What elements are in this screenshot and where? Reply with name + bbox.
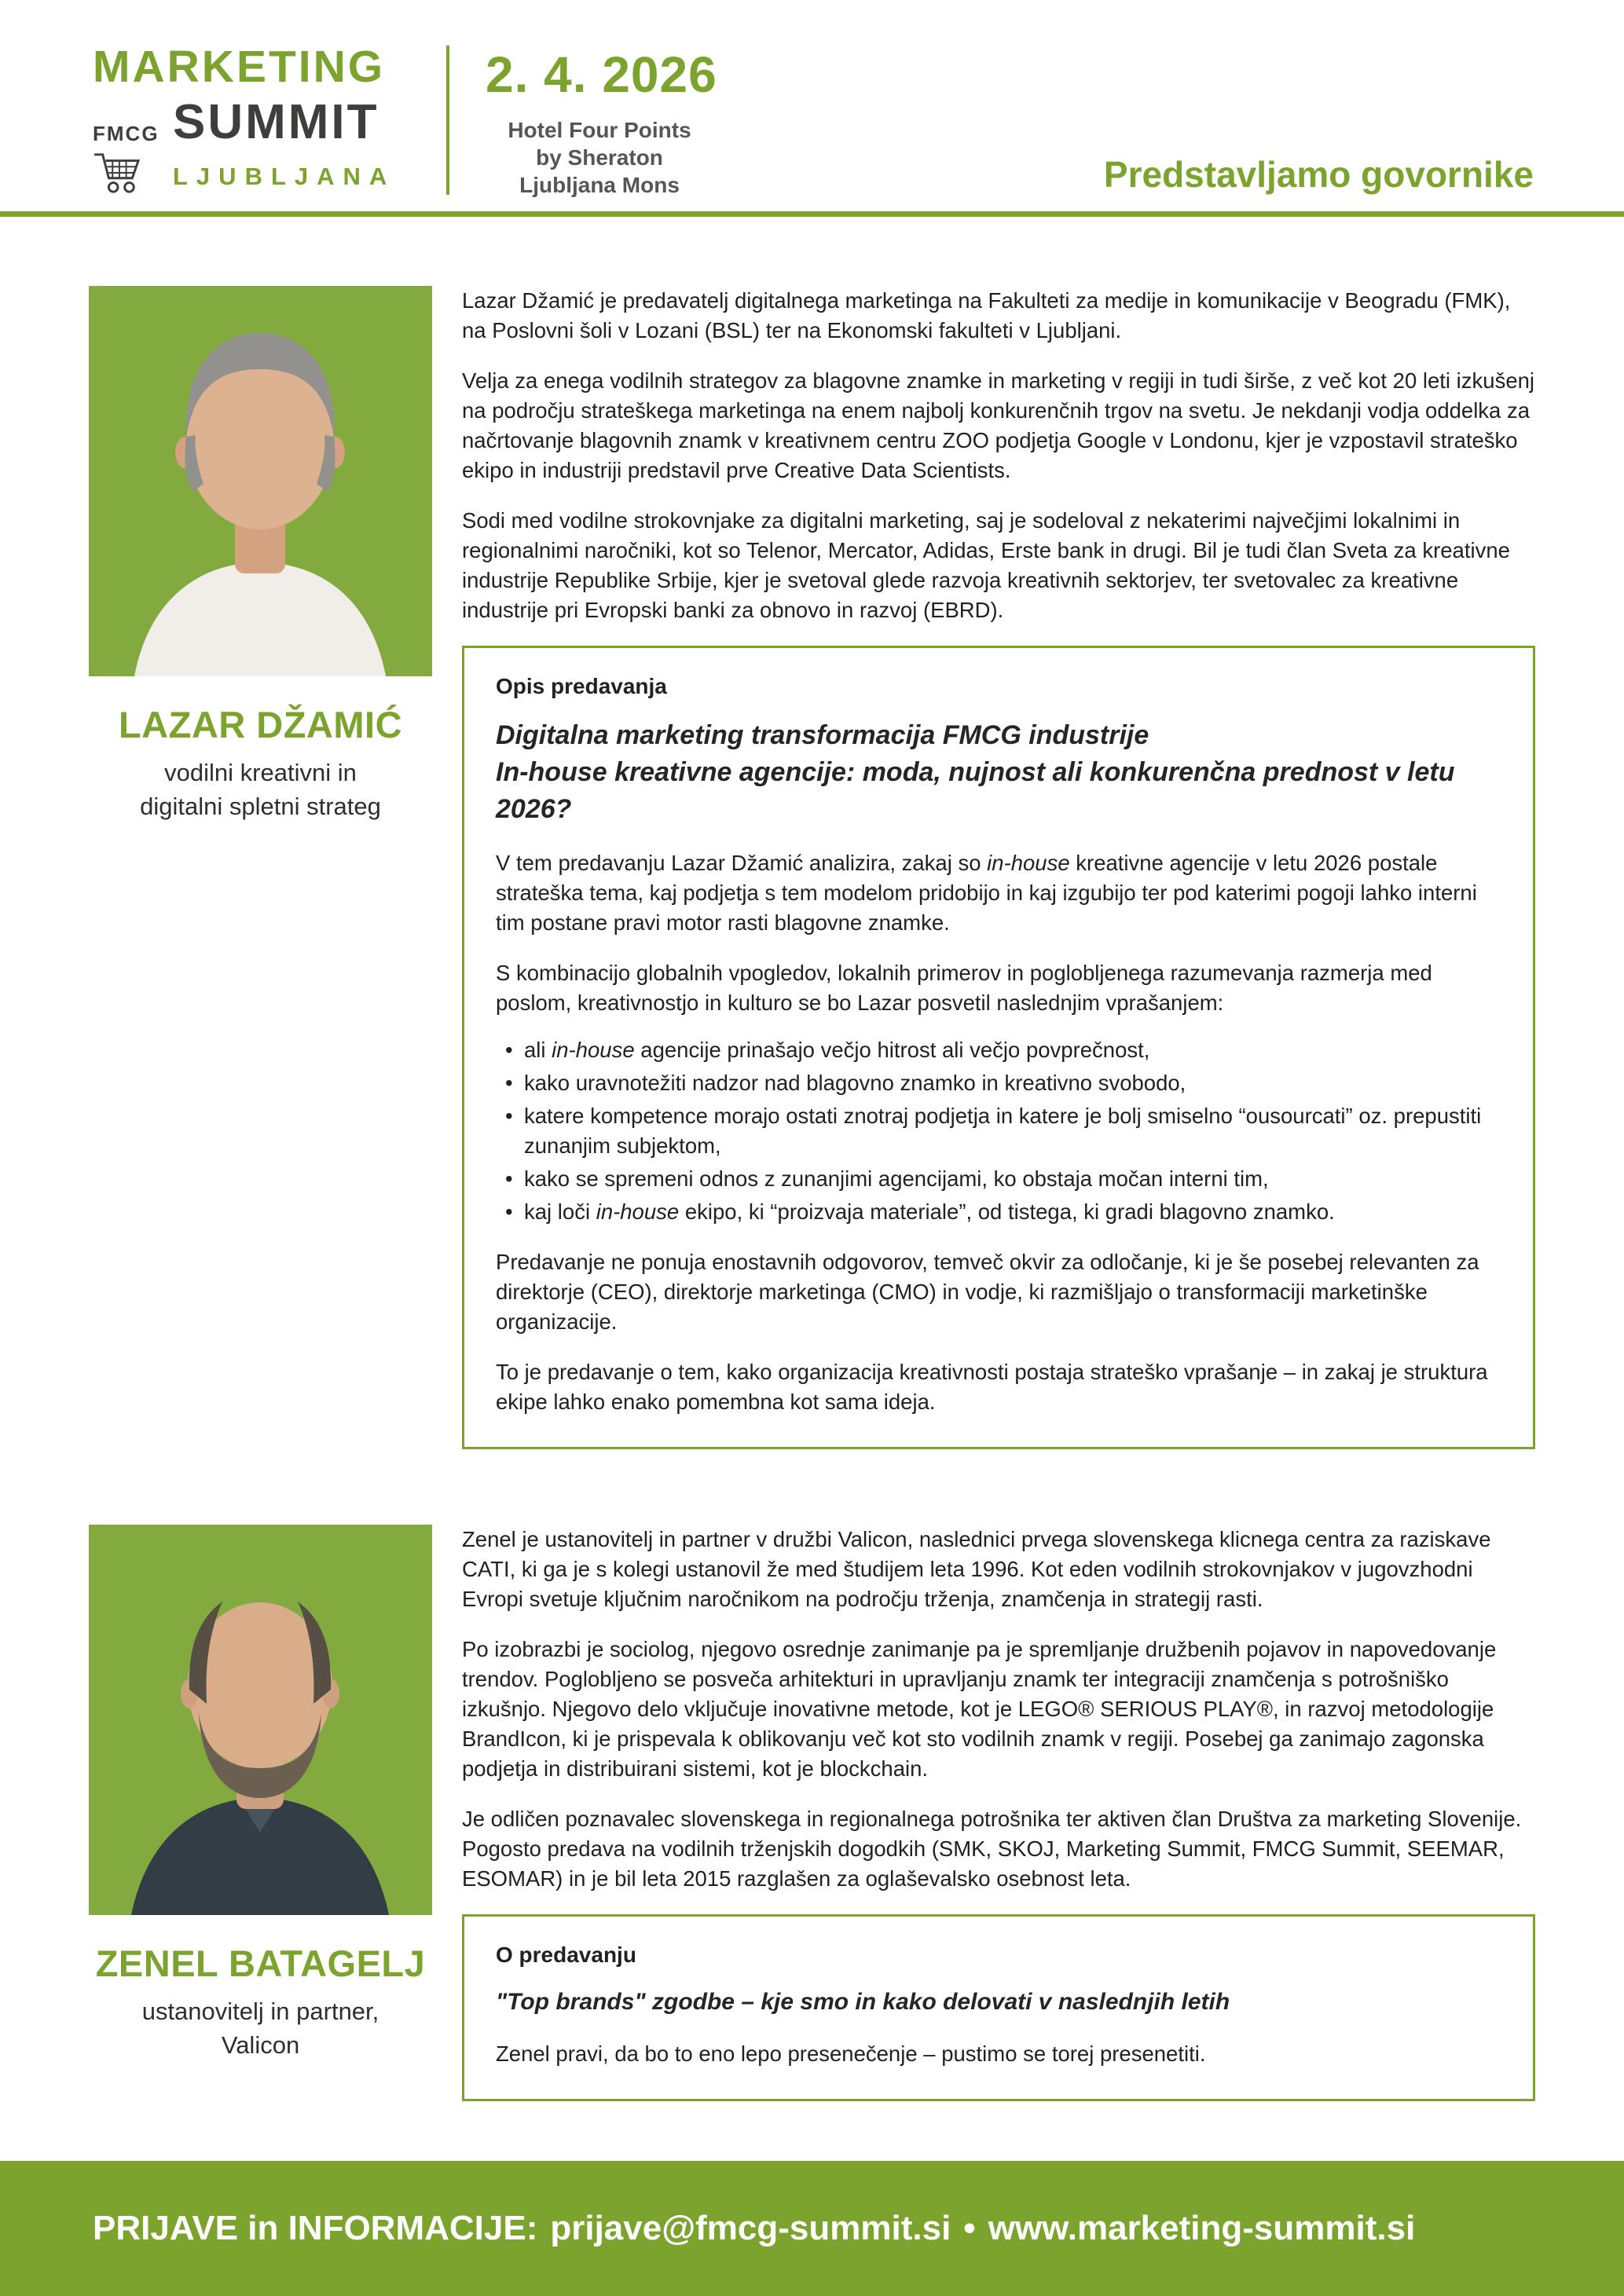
talk-bullet: • kako uravnotežiti nadzor nad blagovno znamko in kreativno svobodo, [524,1068,1501,1098]
talk-label: Opis predavanja [496,674,667,698]
talk-label: O predavanju [496,1943,636,1967]
event-date: 2. 4. 2026 [486,46,717,103]
footer-separator: • [963,2209,976,2247]
speaker-1-left-column [89,286,432,1449]
speaker-2-name: ZENEL BATAGELJ [95,1943,426,1984]
venue-line-1: Hotel Four Points [508,118,691,142]
speaker-section-lazar [89,286,1535,1449]
portrait-lazar-dzamic [89,286,432,676]
talk-bullet: • katere kompetence morajo ostati znotraj podjetja in katere je bolj smiselno “ousourcati” oz. prepustiti zunanjim subjektom, [524,1101,1501,1161]
portrait-zenel-batagelj [89,1525,432,1915]
speaker-1-name: LAZAR DŽAMIĆ [118,704,403,745]
bio-paragraph: Lazar Džamić je predavatelj digitalnega marketinga na Fakulteti za medije in komunikacije v Beogradu (FMK), na Poslovni šoli v Lozani (BSL) ter na Ekonomski fakulteti v Ljubljani. [462,288,1511,342]
talk-paragraph: Predavanje ne ponuja enostavnih odgovorov, temveč okvir za odločanje, ki je še posebej relevanten za direktorje (CEO), direktorje marketinga (CMO) in vodje, ki razmišljajo o transformaciji marketinške organizacije. [496,1250,1479,1334]
logo-word-marketing: MARKETING [93,42,386,92]
speaker-1-role [89,756,432,823]
speaker-2-right-column [462,1525,1535,2101]
event-meta [486,41,717,199]
talk-title-line-1: Digitalna marketing transformacija FMCG industrije [496,720,1149,750]
footer-email-link[interactable]: prijave@fmcg-summit.si [550,2209,951,2247]
logo-word-summit: SUMMIT [173,95,379,149]
header-vertical-divider [446,46,449,195]
footer-bar [0,2161,1624,2296]
talk-paragraph: V tem predavanju Lazar Džamić analizira, zakaj so in-house kreativne agencije v letu 2026 postale strateška tema, kaj podjetja s tem modelom pridobijo in kaj izgubijo ter pod katerimi pogoji lahko interni tim postane pravi motor rasti blagovne znamke. [496,851,1477,935]
logo-word-ljubljana: LJUBLJANA [173,162,396,190]
speaker-1-role-line-2: digitalni spletni strateg [140,793,381,820]
footer-website-link[interactable]: www.marketing-summit.si [988,2209,1416,2247]
speaker-2-role-line-1: ustanovitelj in partner, [141,1998,379,2025]
talk-title-line-1: "Top brands" zgodbe – kje smo in kako delovati v naslednjih letih [496,1989,1230,2015]
talk-bullet: • kako se spremeni odnos z zunanjimi agencijami, ko obstaja močan interni tim, [524,1164,1501,1194]
page-title: Predstavljamo govornike [1103,154,1534,195]
main-content [0,286,1624,2101]
speaker-1-right-column [462,286,1535,1449]
talk-bullet: • kaj loči in-house ekipo, ki “proizvaja materiale”, od tistega, ki gradi blagovno znamko. [524,1197,1501,1227]
bio-paragraph: Velja za enega vodilnih strategov za blagovne znamke in marketing v regiji in tudi širše, z več kot 20 leti izkušenj na področju strateškega marketinga na enem najbolj konkurenčnih trgov na svetu. Je nekdanji vodja oddelka za načrtovanje blagovnih znamk v kreativnem centru ZOO podjetja Google v Londonu, kjer je vzpostavil strateško ekipo in industriji predstavil prve Creative Data Scientists. [462,368,1535,482]
talk-paragraph: S kombinacijo globalnih vpogledov, lokalnih primerov in poglobljenega razumevanja razmerja med poslom, kreativnostjo in kulturo se bo Lazar posvetil naslednjim vprašanjem: [496,961,1432,1015]
speaker-2-role [89,1994,432,2062]
shopping-cart-icon [93,146,165,199]
header [0,0,1624,199]
summit-logo [93,41,415,199]
talk-bullet: • ali in-house agencije prinašajo večjo hitrost ali večjo povprečnost, [524,1035,1501,1065]
talk-title [496,717,1501,828]
speaker-2-left-column [89,1525,432,2101]
venue-line-3: Ljubljana Mons [519,173,680,197]
speaker-1-bio [462,286,1535,625]
talk-paragraph: Zenel pravi, da bo to eno lepo presenečenje – pustimo se torej presenetiti. [496,2041,1206,2066]
event-venue [486,116,713,199]
talk-box-lazar [462,646,1535,1449]
speaker-2-role-line-2: Valicon [221,2031,300,2059]
speaker-2-bio [462,1525,1535,1894]
bio-paragraph: Po izobrazbi je sociolog, njegovo osrednje zanimanje pa je spremljanje družbenih pojavov in napovedovanje trendov. Poglobljeno se posveča arhitekturi in upravljanju znamk ter integraciji znamčenja s potrošniško izkušnjo. Njegovo delo vključuje inovativne metode, kot je LEGO® SERIOUS PLAY®, in razvoj metodologije BrandIcon, ki je prispevala k oblikovanju več kot sto vodilnih znamk v regiji. Posebej ga zanimajo zagonska podjetja in distribuirani sistemi, kot je blockchain. [462,1637,1497,1781]
speaker-section-zenel [89,1525,1535,2101]
talk-box-zenel [462,1914,1535,2101]
bio-paragraph: Zenel je ustanovitelj in partner v družbi Valicon, naslednici prvega slovenskega klicnega centra za raziskave CATI, ki ga je s kolegi ustanovil že med študijem leta 1996. Kot eden vodilnih strokovnjakov v jugovzhodni Evropi svetuje ključnim naročnikom na področju trženja, znamčenja in strategij rasti. [462,1527,1491,1611]
bio-paragraph: Je odličen poznavalec slovenskega in regionalnega potrošnika ter aktiven član Društva za marketing Slovenije. Pogosto predava na vodilnih trženjskih dogodkih (SMK, SKOJ, Marketing Summit, FMCG Summit, SEEMAR, ESOMAR) in je bil leta 2015 razglašen za oglaševalsko osebnost leta. [462,1807,1522,1891]
logo-grid [93,95,415,199]
speaker-1-role-line-1: vodilni kreativni in [164,759,357,786]
talk-paragraph: To je predavanje o tem, kako organizacija kreativnosti postaja strateško vprašanje – in zakaj je struktura ekipe lahko enako pomembna kot sama ideja. [496,1360,1488,1414]
talk-title [496,1986,1501,2019]
footer-label: PRIJAVE in INFORMACIJE: [93,2209,538,2247]
talk-title-line-2: In-house kreativne agencije: moda, nujnost ali konkurenčna prednost v letu 2026? [496,757,1455,824]
talk-bullet-list [496,1035,1501,1227]
bio-paragraph: Sodi med vodilne strokovnjake za digitalni marketing, saj je sodeloval z nekaterimi največjimi lokalnimi in regionalnimi naročniki, kot so Telenor, Mercator, Adidas, Erste bank in drugi. Bil je tudi član Sveta za kreativne industrije Republike Srbije, kjer je svetoval glede razvoja kreativnih sektorjev, ter svetovalec za kreativne industrije pri Evropski banki za obnovo in razvoj (EBRD). [462,508,1510,622]
venue-line-2: by Sheraton [536,145,663,170]
logo-word-fmcg: FMCG [93,122,159,145]
header-rule [0,211,1624,217]
